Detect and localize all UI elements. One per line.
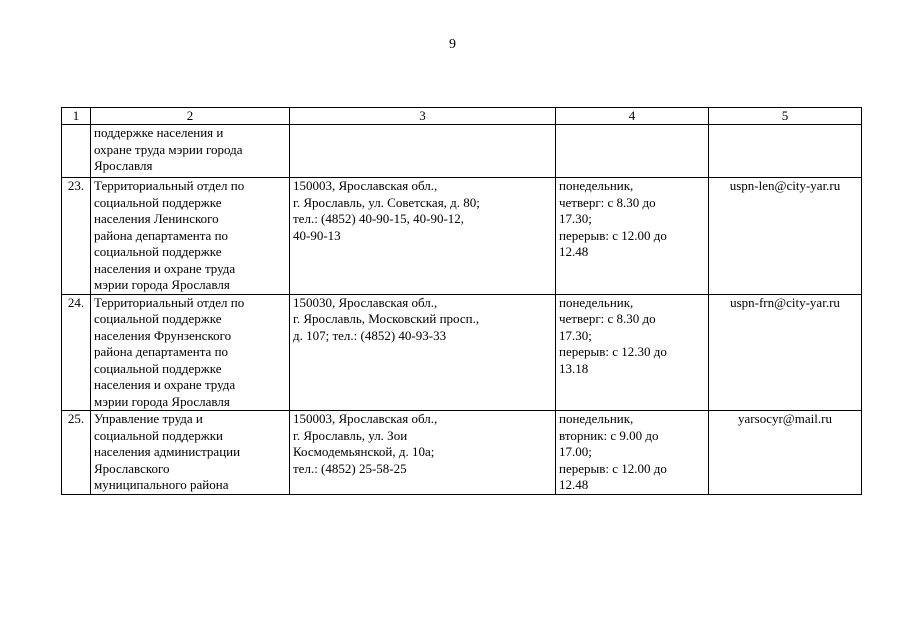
name-cell xyxy=(91,125,290,178)
address-cell xyxy=(290,411,556,495)
email-link[interactable]: uspn-len@city-yar.ru xyxy=(729,178,841,193)
row-number-cell: 25. xyxy=(62,411,91,495)
table-row xyxy=(62,294,862,411)
name-line: Территориальный отдел по xyxy=(94,178,245,193)
name-line: мэрии города Ярославля xyxy=(94,393,230,409)
schedule-line: четверг: с 8.30 до xyxy=(559,311,656,326)
schedule-line: понедельник, xyxy=(559,178,634,193)
name-line: Управление труда и xyxy=(94,411,203,426)
table-row xyxy=(62,411,862,495)
name-cell xyxy=(91,178,290,295)
schedule-cell xyxy=(556,411,709,495)
address-cell xyxy=(290,294,556,411)
name-line: района департамента по xyxy=(94,344,229,359)
row-number-cell xyxy=(62,125,91,178)
address-line: г. Ярославль, Московский просп., xyxy=(293,311,480,326)
schedule-line: понедельник, xyxy=(559,411,634,426)
schedule-line: перерыв: с 12.30 до xyxy=(559,344,667,359)
email-cell xyxy=(709,125,862,178)
institutions-table xyxy=(61,107,862,495)
name-line: поддержке населения и xyxy=(94,125,224,140)
table-row-continuation xyxy=(62,125,862,178)
page-number: 9 xyxy=(449,37,456,52)
schedule-line: 12.48 xyxy=(559,477,589,492)
address-line: г. Ярославль, ул. Зои xyxy=(293,427,408,443)
address-line: д. 107; тел.: (4852) 40-93-33 xyxy=(293,327,447,343)
name-line: мэрии города Ярославля xyxy=(94,277,230,292)
schedule-line: 17.00; xyxy=(559,444,592,459)
address-line: тел.: (4852) 25-58-25 xyxy=(293,460,407,476)
name-line: Ярославского xyxy=(94,460,170,476)
address-line: 40-90-13 xyxy=(293,227,341,243)
table-header-row xyxy=(62,108,862,125)
address-line: тел.: (4852) 40-90-15, 40-90-12, xyxy=(293,211,465,226)
row-number-cell: 23. xyxy=(62,178,91,295)
name-line: муниципального района xyxy=(94,477,229,492)
name-line: социальной поддержке xyxy=(94,244,222,259)
address-line: 150003, Ярославская обл., xyxy=(293,178,438,193)
name-line: населения Ленинского xyxy=(94,211,219,226)
schedule-cell xyxy=(556,294,709,411)
address-cell xyxy=(290,125,556,178)
email-link[interactable]: yarsocyr@mail.ru xyxy=(738,411,832,426)
name-line: населения Фрунзенского xyxy=(94,327,232,343)
column-header: 1 xyxy=(62,108,91,125)
address-line: 150030, Ярославская обл., xyxy=(293,294,438,310)
name-cell xyxy=(91,411,290,495)
email-cell xyxy=(709,178,862,295)
schedule-cell xyxy=(556,125,709,178)
name-line: Ярославля xyxy=(94,158,153,173)
name-line: социальной поддержке xyxy=(94,311,222,326)
column-header: 5 xyxy=(709,108,862,125)
schedule-line: перерыв: с 12.00 до xyxy=(559,227,667,243)
row-number-cell: 24. xyxy=(62,294,91,411)
schedule-line: 17.30; xyxy=(559,211,592,226)
address-line: Космодемьянской, д. 10а; xyxy=(293,444,435,459)
address-line: 150003, Ярославская обл., xyxy=(293,411,438,426)
name-line: социальной поддержке xyxy=(94,194,222,210)
table-row xyxy=(62,178,862,295)
address-line: г. Ярославль, ул. Советская, д. 80; xyxy=(293,194,480,210)
name-line: населения администрации xyxy=(94,444,241,459)
name-line: населения и охране труда xyxy=(94,377,236,392)
schedule-line: 13.18 xyxy=(559,360,589,376)
address-cell xyxy=(290,178,556,295)
email-cell xyxy=(709,411,862,495)
name-line: района департамента по xyxy=(94,227,229,243)
schedule-cell xyxy=(556,178,709,295)
schedule-line: перерыв: с 12.00 до xyxy=(559,460,667,476)
name-line: социальной поддержки xyxy=(94,427,223,443)
schedule-line: 12.48 xyxy=(559,244,589,259)
schedule-line: вторник: с 9.00 до xyxy=(559,427,659,443)
name-line: населения и охране труда xyxy=(94,260,236,276)
schedule-line: 17.30; xyxy=(559,327,592,343)
column-header: 3 xyxy=(290,108,556,125)
email-link[interactable]: uspn-frn@city-yar.ru xyxy=(730,294,840,310)
schedule-line: понедельник, xyxy=(559,294,634,310)
email-cell xyxy=(709,294,862,411)
name-cell xyxy=(91,294,290,411)
schedule-line: четверг: с 8.30 до xyxy=(559,194,656,210)
name-line: охране труда мэрии города xyxy=(94,141,243,157)
name-line: социальной поддержке xyxy=(94,360,222,376)
column-header: 2 xyxy=(91,108,290,125)
name-line: Территориальный отдел по xyxy=(94,294,245,310)
column-header: 4 xyxy=(556,108,709,125)
